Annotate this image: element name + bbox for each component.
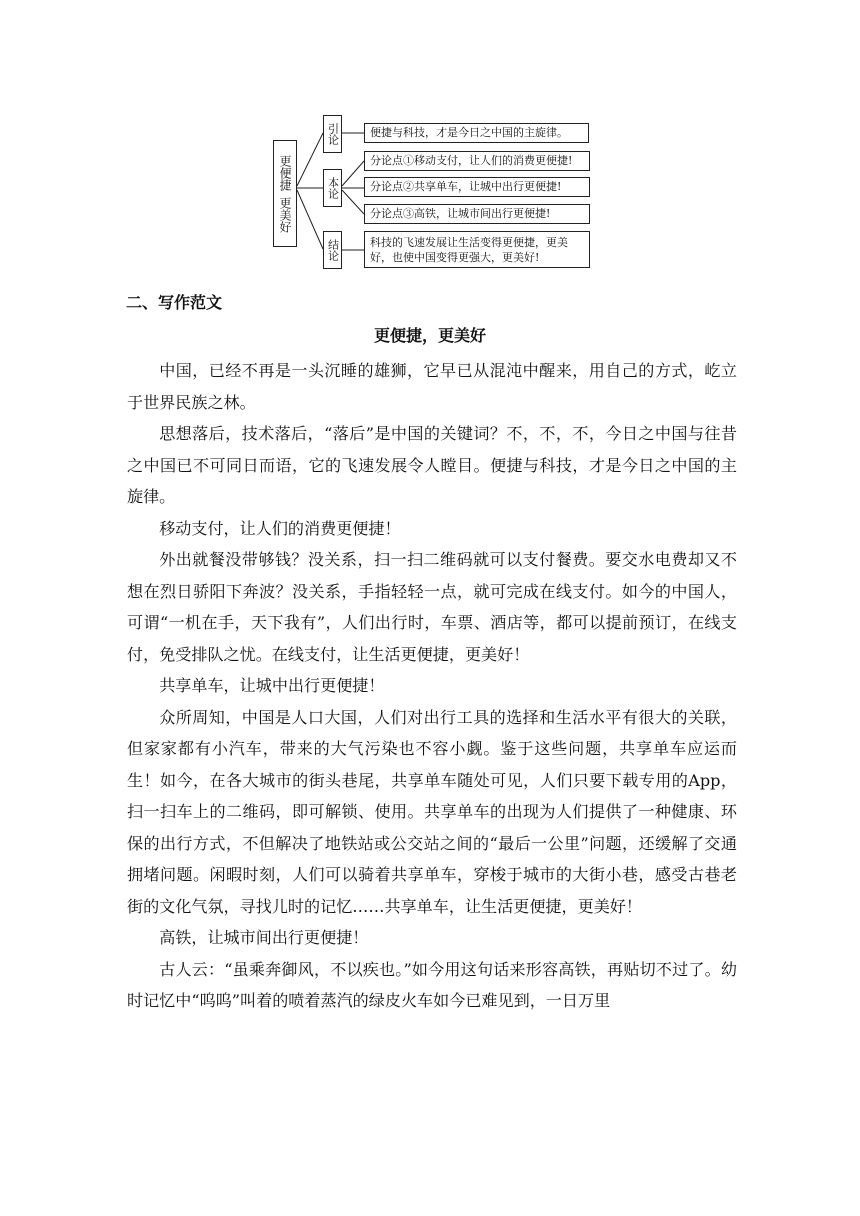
body-point-1	[364, 151, 590, 171]
outline-diagram	[0, 0, 860, 280]
essay-body	[127, 355, 737, 1017]
root-label-1: 更便捷	[278, 154, 292, 191]
connector-body-point3	[342, 190, 364, 214]
section-body-label: 本论	[326, 177, 340, 199]
essay-paragraph: 众所周知，中国是人口大国，人们对出行工具的选择和生活水平有很大的关联，但家家都有小汽车，带来的大气污染也不容小觑。鉴于这些问题，共享单车应运而生！如今，在各大城市的街头巷尾，共享单车随处可见，人们只要下载专用的App，扫一扫车上的二维码，即可解锁、使用。共享单车的出现为人们提供了一种健康、环保的出行方式，不但解决了地铁站或公交站之间的“最后一公里”问题，还缓解了交通拥堵问题。闲暇时刻，人们可以骑着共享单车，穿梭于城市的大街小巷，感受古巷老街的文化气氛，寻找儿时的记忆……共享单车，让生活更便捷，更美好！	[127, 707, 737, 916]
body-point-3	[364, 204, 590, 224]
body-point-2-text: 分论点②共享单车，让城中出行更便捷!	[370, 180, 562, 193]
section-intro-label: 引论	[326, 123, 340, 145]
connector-body-point1	[342, 161, 364, 186]
conclusion-point-text: 科技的飞速发展让生活变得更便捷，更美好，也使中国变得更强大，更美好!	[370, 235, 568, 264]
intro-point-text: 便捷与科技，才是今日之中国的主旋律。	[370, 126, 568, 139]
section-intro	[323, 115, 342, 153]
essay-paragraph: 中国，已经不再是一头沉睡的雄狮，它早已从混沌中醒来，用自己的方式，屹立于世界民族之林。	[127, 361, 737, 412]
intro-point	[364, 123, 589, 143]
section-conclusion-label: 结论	[326, 239, 340, 261]
essay-paragraph: 古人云：“虽乘奔御风，不以疾也。”如今用这句话来形容高铁，再贴切不过了。幼时记忆中“呜呜”叫着的喷着蒸汽的绿皮火车如今已难见到，一日万里	[127, 959, 737, 1010]
section-heading: 二、写作范文	[126, 293, 223, 312]
body-point-3-text: 分论点③高铁，让城市间出行更便捷!	[370, 207, 551, 220]
connector-root-intro	[297, 133, 323, 186]
diagram-root	[273, 140, 297, 247]
essay-paragraph: 思想落后，技术落后，“落后”是中国的关键词？不，不，不，今日之中国与往昔之中国已不可同日而语，它的飞速发展令人瞠目。便捷与科技，才是今日之中国的主旋律。	[127, 424, 737, 506]
essay-title: 更便捷，更美好	[373, 326, 486, 345]
section-conclusion	[323, 231, 342, 269]
essay-paragraph: 外出就餐没带够钱？没关系，扫一扫二维码就可以支付餐费。要交水电费却又不想在烈日骄阳下奔波？没关系，手指轻轻一点，就可完成在线支付。如今的中国人，可谓“一机在手，天下我有”，人们出行时，车票、酒店等，都可以提前预订，在线支付，免受排队之忧。在线支付，让生活更便捷，更美好！	[127, 550, 737, 664]
body-point-1-text: 分论点①移动支付，让人们的消费更便捷!	[370, 154, 573, 167]
body-point-2	[364, 177, 590, 197]
essay-subheading: 共享单车，让城中出行更便捷！	[159, 676, 385, 695]
section-body	[323, 169, 342, 207]
essay-subheading: 高铁，让城市间出行更便捷！	[159, 928, 369, 947]
root-label-2: 更美好	[278, 196, 292, 233]
conclusion-point	[364, 231, 590, 268]
connector-root-conclusion	[297, 190, 323, 249]
essay-subheading: 移动支付，让人们的消费更便捷！	[159, 518, 401, 538]
